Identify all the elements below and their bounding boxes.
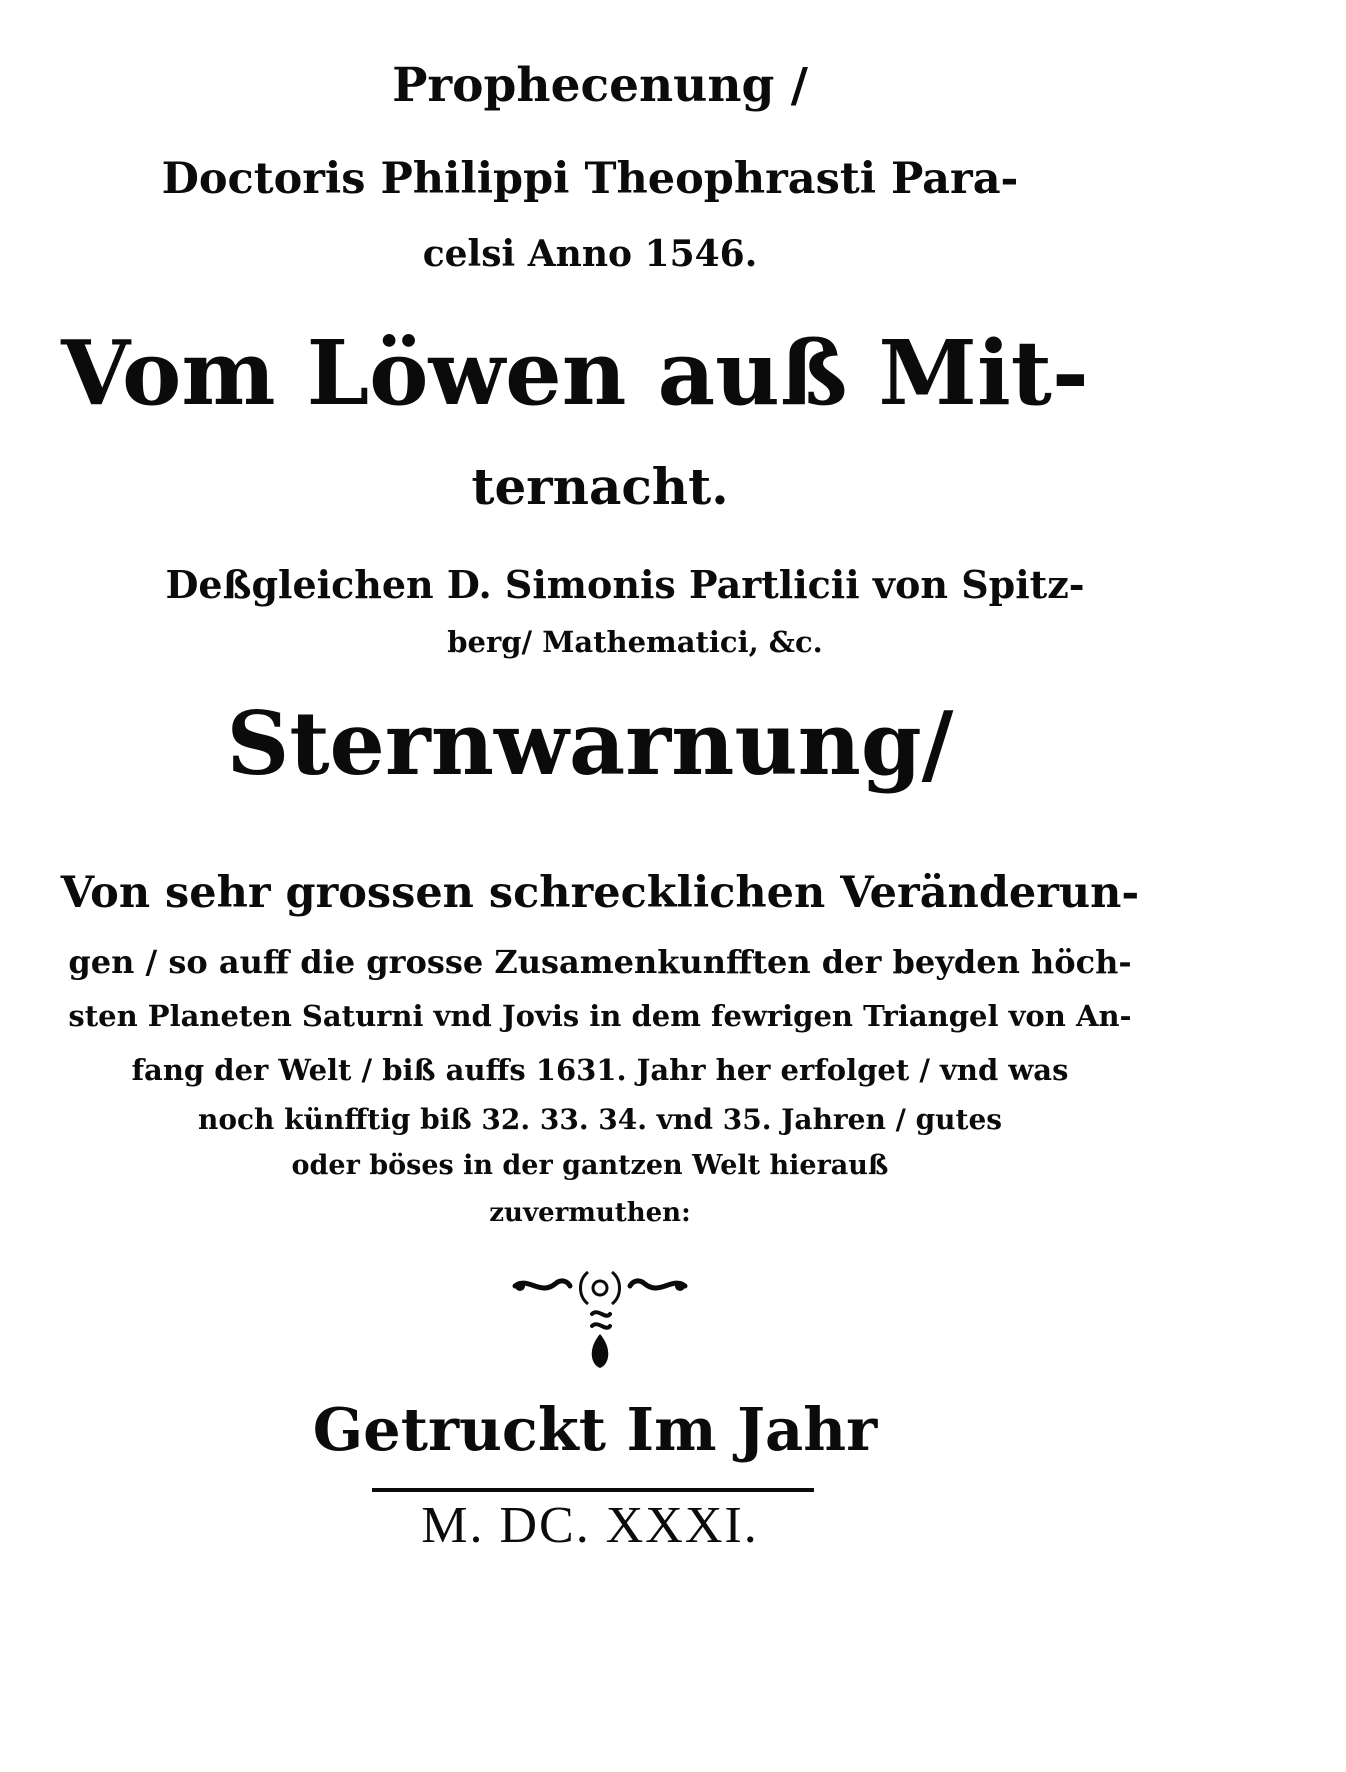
subtitle-line-4: fang der Welt / biß auffs 1631. Jahr her erfolget / vnd was	[131, 1053, 1069, 1087]
title-line-mathematici: berg/ Mathematici, &c.	[447, 625, 823, 659]
title-line-author: Doctoris Philippi Theophrasti Para-	[161, 154, 1019, 204]
imprint-text: Getruckt Im Jahr	[312, 1395, 878, 1464]
imprint-divider-rule	[372, 1488, 814, 1492]
main-title-vom-loewen: Vom Löwen auß Mit-	[61, 320, 1089, 425]
subtitle-line-7: zuvermuthen:	[489, 1198, 691, 1228]
main-title-ternacht: ternacht.	[471, 457, 729, 516]
printer-ornament-icon	[510, 1268, 690, 1378]
subtitle-line-6: oder böses in der gantzen Welt hierauß	[291, 1150, 889, 1181]
subtitle-line-5: noch künfftig biß 32. 33. 34. vnd 35. Jahren / gutes	[197, 1103, 1003, 1136]
subtitle-line-3: sten Planeten Saturni vnd Jovis in dem fewrigen Triangel von An-	[68, 999, 1132, 1033]
title-line-prophecenung: Prophecenung /	[392, 58, 808, 113]
main-title-sternwarnung: Sternwarnung/	[226, 692, 954, 795]
subtitle-line-2: gen / so auff die grosse Zusamenkunfften der beyden höch-	[68, 943, 1132, 981]
imprint-year: M. DC. XXXI.	[421, 1497, 759, 1554]
title-line-partlicii: Deßgleichen D. Simonis Partlicii von Spitz-	[165, 562, 1085, 607]
title-line-year-1546: celsi Anno 1546.	[422, 233, 758, 275]
subtitle-line-1: Von sehr grossen schrecklichen Veränderun-	[60, 868, 1140, 918]
